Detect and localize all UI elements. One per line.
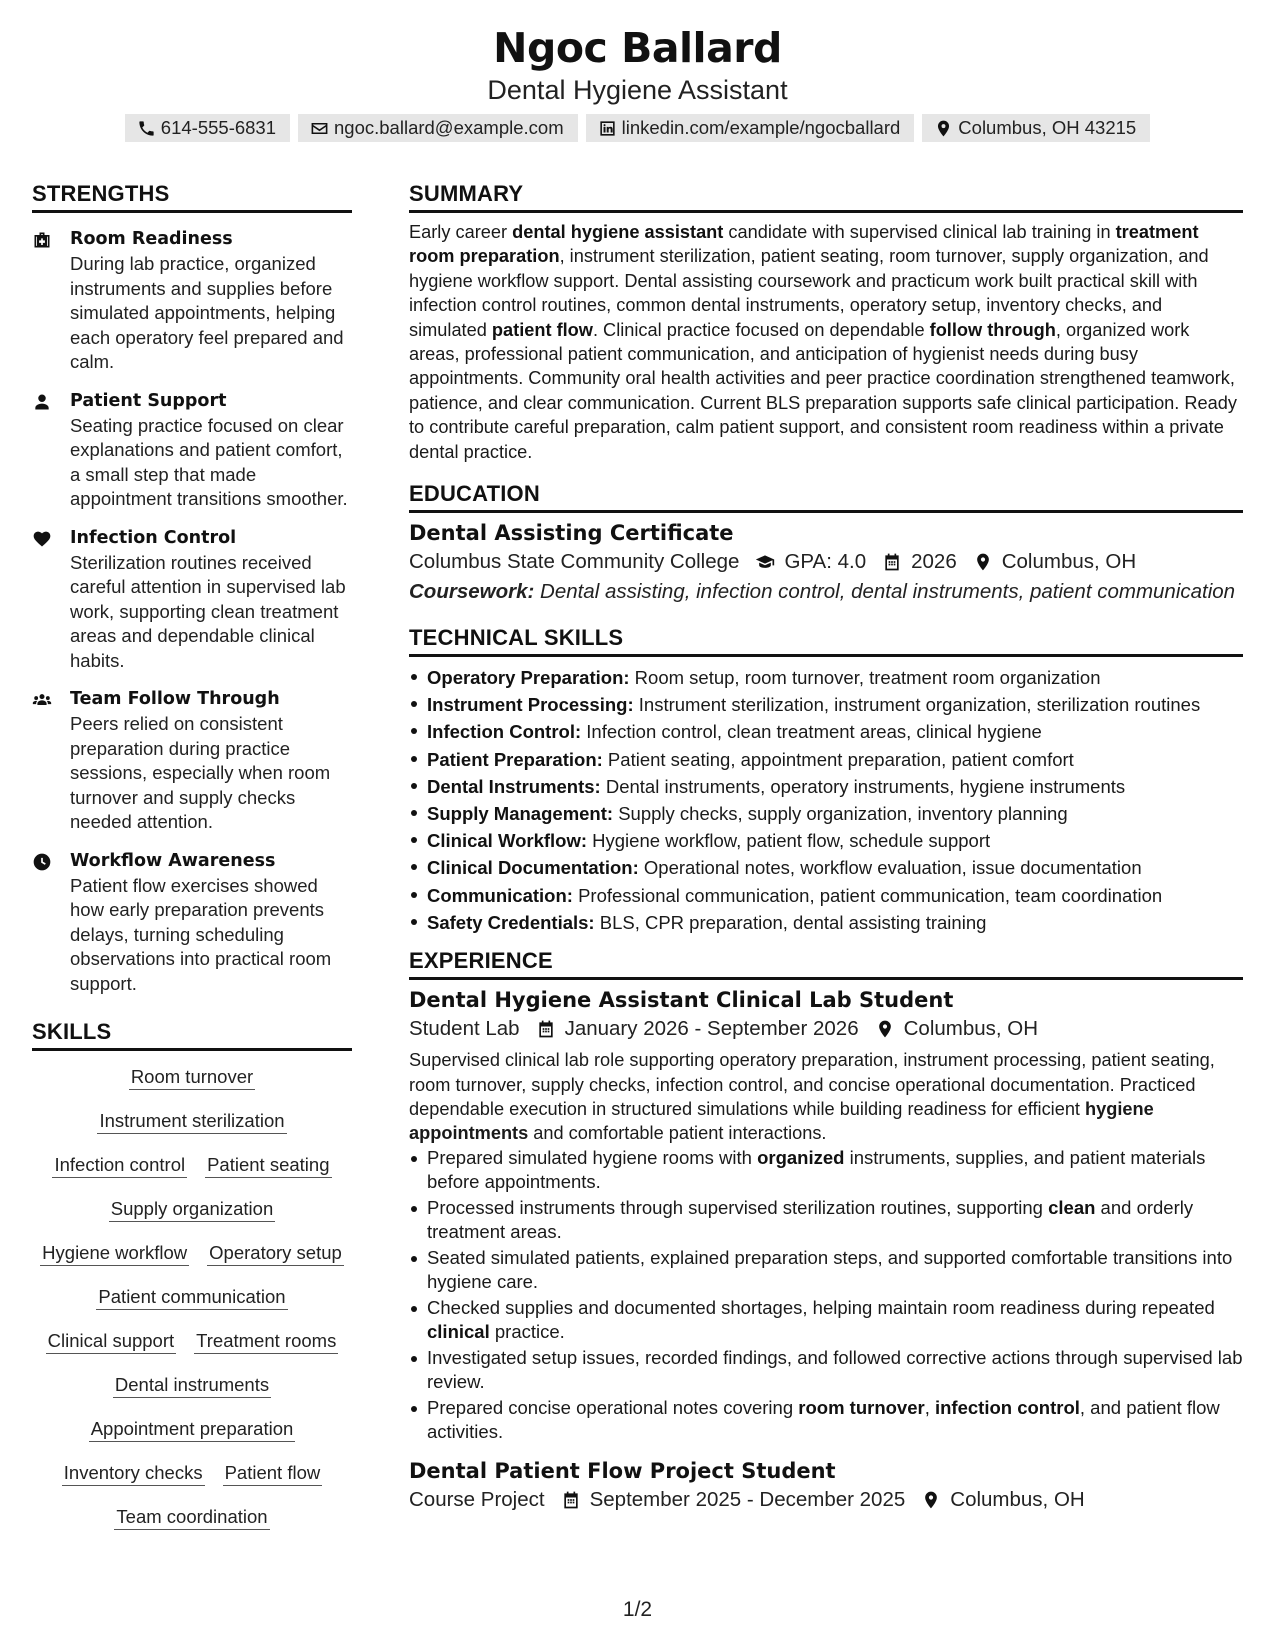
technical-skill-item — [409, 773, 1243, 800]
text-run: Prepared simulated hygiene rooms with — [427, 1146, 758, 1168]
job-bullet — [409, 1396, 1243, 1445]
text-run: Checked supplies and documented shortages, helping maintain room readiness during repeated — [427, 1296, 1215, 1318]
skill-category: Operatory Preparation: — [427, 667, 630, 689]
location-pin-icon — [973, 552, 993, 572]
skill-tag: Room turnover — [129, 1065, 255, 1090]
education-meta — [409, 547, 1243, 577]
bold-text: treatment room preparation — [409, 222, 1199, 267]
technical-skill-item — [409, 800, 1243, 827]
text-run: and orderly treatment areas. — [427, 1196, 1194, 1243]
strength-desc: Patient flow exercises showed how early preparation prevents delays, turning scheduling observations into practical room support. — [70, 874, 332, 994]
candidate-title: Dental Hygiene Assistant — [487, 75, 788, 105]
skill-values: Supply checks, supply organization, inventory planning — [613, 803, 1068, 825]
page-number: 1/2 — [622, 1598, 653, 1621]
strength-title: Infection Control — [70, 527, 237, 548]
text-run: candidate with supervised clinical lab training in — [723, 222, 1116, 242]
contact-phone[interactable] — [125, 114, 290, 142]
grad-year: 2026 — [911, 550, 957, 574]
skill-tag: Patient seating — [205, 1153, 331, 1178]
skill-category: Supply Management: — [427, 803, 614, 825]
job-location: Columbus, OH — [950, 1487, 1085, 1511]
location-pin-icon — [934, 119, 953, 138]
job-bullet — [409, 1346, 1243, 1395]
technical-skill-item — [409, 691, 1243, 718]
linkedin-icon — [598, 119, 617, 138]
skill-tag: Infection control — [52, 1153, 187, 1178]
location-pin-icon — [875, 1019, 895, 1039]
text-run: Seated simulated patients, explained preparation steps, and supported comfortable transitions into hygiene care. — [427, 1246, 1233, 1293]
job-meta — [409, 1485, 1243, 1515]
skill-row — [32, 1329, 352, 1354]
users-group-icon — [32, 690, 52, 710]
job-location: Columbus, OH — [903, 1017, 1039, 1041]
contact-email[interactable] — [298, 114, 578, 142]
skill-values: Infection control, clean treatment areas, clinical hygiene — [581, 721, 1042, 743]
skill-category: Clinical Workflow: — [427, 830, 588, 852]
skill-category: Infection Control: — [427, 721, 582, 743]
text-run: and comfortable patient interactions. — [528, 1123, 827, 1144]
job-bullet — [409, 1196, 1243, 1245]
skill-values: Dental instruments, operatory instruments, hygiene instruments — [600, 775, 1126, 797]
technical-skills-heading: TECHNICAL SKILLS — [409, 624, 1243, 657]
technical-skill-item — [409, 854, 1243, 881]
user-icon — [32, 392, 52, 412]
skill-tag: Patient flow — [223, 1461, 323, 1486]
bold-text: follow through — [929, 319, 1056, 340]
job-entry — [409, 986, 1243, 1444]
technical-skill-item — [409, 827, 1243, 854]
skill-tag: Operatory setup — [207, 1241, 344, 1266]
resume-header — [0, 22, 1275, 142]
contact-linkedin[interactable] — [586, 114, 915, 142]
strength-title: Room Readiness — [70, 229, 233, 249]
text-run: Investigated setup issues, recorded findings, and followed corrective actions through supervised lab review. — [427, 1346, 1243, 1393]
skill-category: Communication: — [427, 884, 573, 906]
bold-text: room turnover — [798, 1396, 925, 1418]
strength-desc: Seating practice focused on clear explanations and patient comfort, a small step that made appointment transitions smoother. — [70, 414, 348, 509]
strength-item — [32, 227, 352, 375]
skill-row — [32, 1417, 352, 1442]
technical-skill-item — [409, 882, 1243, 909]
contact-bar — [0, 114, 1275, 142]
skill-tag: Treatment rooms — [194, 1329, 338, 1354]
degree-title: Dental Assisting Certificate — [409, 521, 734, 546]
first-aid-kit-icon — [32, 230, 52, 250]
job-title: Dental Hygiene Assistant Clinical Lab Student — [409, 988, 954, 1013]
text-run: instruments, supplies, and patient materials before appointments. — [427, 1146, 1206, 1193]
job-bullet — [409, 1296, 1243, 1345]
education-heading: EDUCATION — [409, 480, 1243, 513]
job-org: Course Project — [409, 1487, 545, 1511]
job-dates: September 2025 - December 2025 — [589, 1487, 906, 1511]
skill-tag: Patient communication — [96, 1285, 287, 1310]
skill-row — [32, 1109, 352, 1134]
skill-row — [32, 1373, 352, 1398]
summary-heading: SUMMARY — [409, 180, 1243, 213]
skill-row — [32, 1153, 352, 1178]
skill-row — [32, 1241, 352, 1266]
text-run: , instrument sterilization, patient seating, room turnover, supply organization, and hygiene workflow support. Dental assisting coursework and practicum work built practical skill with infection control routines, common dental instruments, operatory setup, inventory checks, and simulated — [409, 246, 1209, 340]
gpa: GPA: 4.0 — [784, 550, 867, 574]
heart-icon — [32, 529, 52, 549]
job-entry — [409, 1457, 1243, 1515]
job-bullets — [409, 1146, 1243, 1445]
coursework — [409, 577, 1243, 607]
technical-skill-item — [409, 909, 1243, 936]
bold-text: patient flow — [491, 319, 593, 340]
skill-row — [32, 1461, 352, 1486]
skill-tag: Supply organization — [109, 1197, 276, 1222]
skill-category: Patient Preparation: — [427, 748, 603, 770]
text-run: , organized work areas, professional patient communication, and anticipation of hygienist needs during busy appointments. Community oral health activities and peer practice coordination strengthened teamwork, patience, and clear communication. Current BLS preparation supports safe clinical participation. Ready to contribute careful preparation, calm patient support, and consistent room readiness within a private dental practice. — [409, 319, 1237, 462]
skill-category: Safety Credentials: — [427, 911, 595, 933]
summary-text — [409, 220, 1243, 464]
job-description — [409, 1048, 1243, 1146]
left-column — [32, 180, 352, 1549]
skill-values: BLS, CPR preparation, dental assisting training — [594, 911, 987, 933]
skill-row — [32, 1285, 352, 1310]
skill-category: Instrument Processing: — [427, 694, 634, 716]
bold-text: clinical — [427, 1321, 490, 1343]
text-run: . Clinical practice focused on dependable — [592, 319, 930, 340]
skill-tag: Hygiene workflow — [40, 1241, 189, 1266]
phone-text: 614-555-6831 — [160, 117, 277, 138]
job-bullet — [409, 1246, 1243, 1295]
skill-row — [32, 1505, 352, 1530]
skill-tag: Inventory checks — [62, 1461, 205, 1486]
email-text: ngoc.ballard@example.com — [334, 117, 564, 138]
text-run: , and patient flow activities. — [427, 1396, 1220, 1443]
skill-tag: Clinical support — [46, 1329, 176, 1354]
strength-item — [32, 687, 352, 835]
job-org: Student Lab — [409, 1017, 520, 1041]
right-column — [409, 180, 1243, 1515]
skills-heading: SKILLS — [32, 1018, 352, 1051]
strength-item — [32, 849, 352, 997]
calendar-icon — [561, 1490, 581, 1510]
skill-values: Operational notes, workflow evaluation, issue documentation — [638, 857, 1142, 879]
phone-icon — [137, 119, 156, 138]
skills-list — [32, 1065, 352, 1530]
bold-text: hygiene appointments — [409, 1098, 1154, 1144]
linkedin-text: linkedin.com/example/ngocballard — [621, 117, 901, 138]
job-bullet — [409, 1146, 1243, 1195]
skill-tag: Appointment preparation — [89, 1417, 296, 1442]
bold-text: dental hygiene assistant — [512, 222, 724, 242]
skill-tag: Team coordination — [114, 1505, 269, 1530]
job-dates: January 2026 - September 2026 — [564, 1017, 859, 1041]
skill-tag: Instrument sterilization — [97, 1109, 286, 1134]
envelope-icon — [310, 119, 329, 138]
location-pin-icon — [921, 1490, 941, 1510]
strength-title: Team Follow Through — [70, 689, 280, 709]
school-name: Columbus State Community College — [409, 550, 740, 574]
skill-values: Room setup, room turnover, treatment room organization — [629, 667, 1101, 689]
strength-item — [32, 389, 352, 512]
strength-desc: Sterilization routines received careful attention in supervised lab work, supporting clean treatment areas and dependable clinical habits. — [70, 551, 346, 671]
skill-category: Clinical Documentation: — [427, 857, 639, 879]
text-run: Processed instruments through supervised sterilization routines, supporting — [427, 1196, 1049, 1218]
text-run: , — [924, 1396, 935, 1418]
skill-category: Dental Instruments: — [427, 775, 601, 797]
school-location: Columbus, OH — [1001, 550, 1137, 574]
skill-tag: Dental instruments — [113, 1373, 271, 1398]
text-run: Supervised clinical lab role supporting operatory preparation, instrument processing, patient seating, room turnover, supply checks, infection control, and concise operational documentation. Practiced dependable execution in structured simulations while building readiness for efficient — [409, 1050, 1215, 1119]
technical-skill-item — [409, 718, 1243, 745]
strength-title: Patient Support — [70, 390, 227, 411]
strength-desc: During lab practice, organized instruments and supplies before simulated appointments, helping each operatory feel prepared and calm. — [70, 253, 344, 372]
strength-desc: Peers relied on consistent preparation during practice sessions, especially when room turnover and supply checks needed attention. — [70, 713, 331, 832]
text-run: Early career — [409, 222, 513, 242]
skill-values: Hygiene workflow, patient flow, schedule support — [587, 830, 991, 852]
bold-text: organized — [757, 1146, 845, 1168]
job-title: Dental Patient Flow Project Student — [409, 1458, 836, 1483]
text-run: practice. — [489, 1321, 565, 1343]
calendar-icon — [536, 1019, 556, 1039]
skill-values: Patient seating, appointment preparation, patient comfort — [602, 748, 1074, 770]
technical-skill-item — [409, 746, 1243, 773]
calendar-icon — [882, 552, 902, 572]
technical-skills-list — [409, 664, 1243, 936]
contact-location — [922, 114, 1150, 142]
job-meta — [409, 1014, 1243, 1044]
location-text: Columbus, OH 43215 — [958, 117, 1137, 138]
text-run: Prepared concise operational notes covering — [427, 1396, 799, 1418]
clock-icon — [32, 852, 52, 872]
strength-title: Workflow Awareness — [70, 850, 276, 871]
skill-row — [32, 1197, 352, 1222]
coursework-label: Coursework: — [409, 580, 535, 604]
candidate-name: Ngoc Ballard — [493, 24, 782, 72]
bold-text: infection control — [934, 1396, 1080, 1418]
skill-values: Instrument sterilization, instrument organization, sterilization routines — [633, 694, 1201, 716]
technical-skill-item — [409, 664, 1243, 691]
graduation-cap-icon — [755, 552, 775, 572]
bold-text: clean — [1048, 1196, 1096, 1218]
strength-item — [32, 526, 352, 674]
coursework-text: Dental assisting, infection control, dental instruments, patient communication — [534, 580, 1236, 604]
education-entry — [409, 519, 1243, 607]
experience-heading: EXPERIENCE — [409, 947, 1243, 980]
skill-values: Professional communication, patient communication, team coordination — [572, 884, 1163, 906]
skill-row — [32, 1065, 352, 1090]
strengths-heading: STRENGTHS — [32, 180, 352, 213]
